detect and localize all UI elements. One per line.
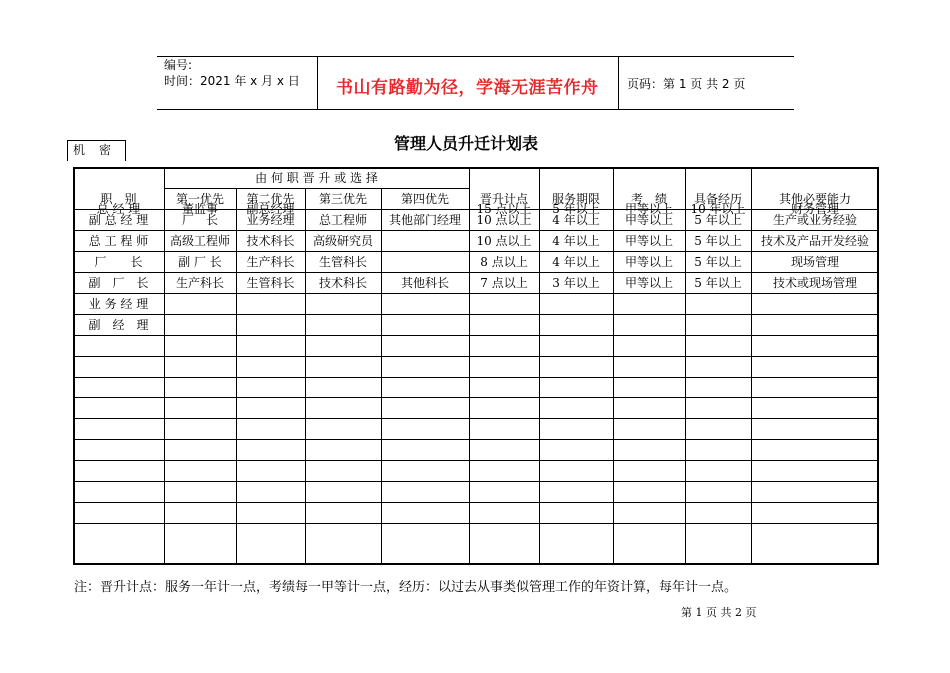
table-cell: 甲等以上	[624, 213, 673, 227]
column-header: 考 绩	[630, 192, 667, 206]
table-cell: 业务经理	[246, 213, 295, 227]
table-cell: 15 点以上	[476, 202, 532, 216]
table-cell: 技术或现场管理	[772, 276, 857, 290]
table-cell: 4 年以上	[552, 234, 600, 248]
row-position-cell: 副 厂 长	[88, 276, 149, 290]
table-cell: 厂 长	[181, 213, 218, 227]
table-cell: 技术科长	[246, 234, 295, 248]
table-cell: 副 厂 长	[178, 255, 222, 269]
confidential-label: 机密	[67, 140, 126, 161]
table-cell: 5 年以上	[694, 234, 742, 248]
table-cell: 5 年以上	[694, 213, 742, 227]
grid-line-h	[73, 356, 879, 357]
table-cell: 10 点以上	[476, 213, 532, 227]
table-cell: 高级研究员	[312, 234, 373, 248]
grid-line-h	[73, 314, 879, 315]
table-cell: 其他部门经理	[388, 213, 461, 227]
page-title: 管理人员升迁计划表	[394, 134, 539, 153]
table-cell: 3 年以上	[552, 276, 600, 290]
table-cell: 甲等以上	[624, 255, 673, 269]
column-header: 其他必要能力	[778, 192, 851, 206]
document-time: 时间：2021 年 x 月 x 日	[164, 74, 300, 88]
footnote: 注：晋升计点：服务一年计一点，考绩每一甲等计一点，经历：以过去从事类似管理工作的年资计算，每年计一点。	[74, 580, 738, 595]
column-header: 具备经历	[693, 192, 742, 206]
table-cell: 4 年以上	[552, 255, 600, 269]
grid-line-v	[381, 188, 382, 565]
grid-line-h	[73, 481, 879, 482]
row-position-cell: 厂 长	[94, 255, 143, 269]
grid-line-h	[73, 230, 879, 231]
table-cell: 4 年以上	[552, 213, 600, 227]
grid-line-h	[73, 377, 879, 378]
grid-line-h	[73, 251, 879, 252]
header-top-rule	[157, 56, 794, 57]
grid-line-h	[73, 397, 879, 398]
column-header: 第一优先	[175, 192, 224, 206]
row-position-cell: 副 经 理	[88, 318, 149, 332]
grid-line-h	[73, 460, 879, 461]
grid-line-h	[73, 502, 879, 503]
table-cell: 甲等以上	[624, 276, 673, 290]
table-cell: 5 年以上	[694, 255, 742, 269]
document-code: 编号:	[164, 58, 193, 72]
grid-line-h	[73, 272, 879, 273]
grid-line-h	[73, 418, 879, 419]
table-cell: 财务管理	[790, 202, 839, 216]
table-cell: 其他科长	[400, 276, 449, 290]
table-cell: 总工程师	[318, 213, 367, 227]
grid-line-h	[73, 293, 879, 294]
footer-page-number: 第 1 页 共 2 页	[681, 606, 757, 619]
table-cell: 生管科长	[246, 276, 295, 290]
header-bottom-rule	[157, 109, 794, 110]
table-cell: 生产或业务经验	[772, 213, 857, 227]
table-cell: 技术科长	[318, 276, 367, 290]
column-header: 第二优先	[246, 192, 295, 206]
promotion-plan-table	[73, 167, 879, 565]
table-cell: 5 年以上	[694, 276, 742, 290]
table-cell: 董监事	[181, 202, 218, 216]
row-position-cell: 总 经 理	[96, 202, 141, 216]
grid-line-h	[73, 523, 879, 524]
table-cell: 7 点以上	[480, 276, 528, 290]
column-header: 职 别	[100, 192, 137, 206]
table-cell: 生产科长	[246, 255, 295, 269]
grid-line-h	[164, 188, 469, 189]
header-page-number: 页码：第 1 页 共 2 页	[627, 77, 746, 91]
header-divider-left	[317, 56, 318, 109]
table-cell: 高级工程师	[169, 234, 230, 248]
table-cell: 现场管理	[790, 255, 839, 269]
table-cell: 副总经理	[246, 202, 295, 216]
table-cell: 10 点以上	[476, 234, 532, 248]
column-header: 晋升计点	[479, 192, 528, 206]
column-header: 第三优先	[318, 192, 367, 206]
table-cell: 技术及产品开发经验	[760, 234, 869, 248]
row-position-cell: 业 务 经 理	[88, 297, 149, 311]
column-header: 第四优先	[400, 192, 449, 206]
header-divider-right	[618, 56, 619, 109]
group-header-cell: 由 何 职 晋 升 或 选 择	[255, 171, 378, 185]
table-cell: 10 年以上	[690, 202, 746, 216]
table-cell: 甲等以上	[624, 234, 673, 248]
column-header: 服务期限	[551, 192, 600, 206]
table-cell: 甲等以上	[624, 202, 673, 216]
row-position-cell: 副 总 经 理	[88, 213, 149, 227]
table-cell: 5 年以上	[552, 202, 600, 216]
table-cell: 生管科长	[318, 255, 367, 269]
table-cell: 生产科长	[175, 276, 224, 290]
grid-line-h	[73, 439, 879, 440]
table-cell: 8 点以上	[480, 255, 528, 269]
grid-line-h	[73, 335, 879, 336]
motto-banner: 书山有路勤为径，学海无涯苦作舟	[336, 78, 599, 98]
row-position-cell: 总 工 程 师	[88, 234, 149, 248]
